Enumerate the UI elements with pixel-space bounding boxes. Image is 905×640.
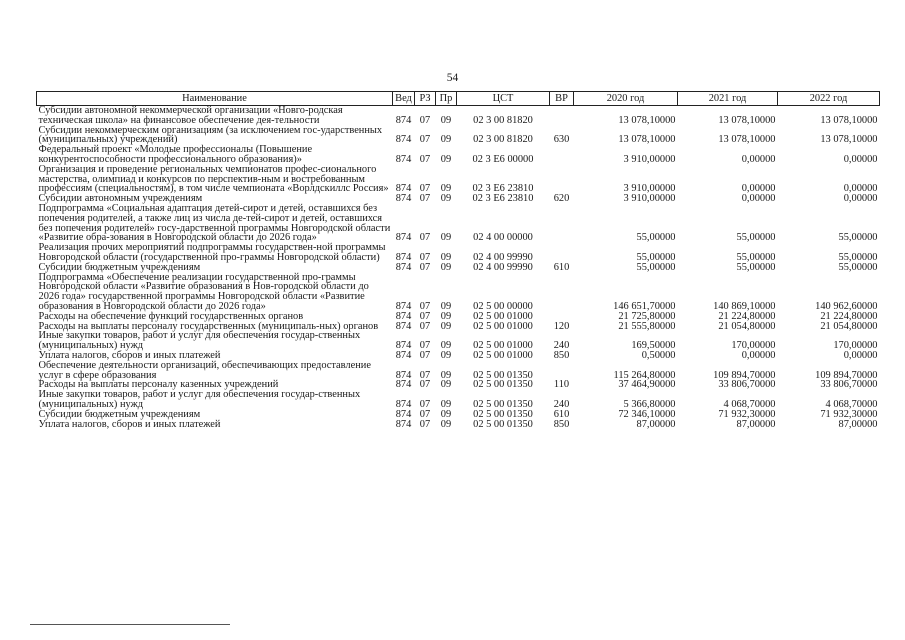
- cell-pr: 09: [440, 300, 452, 312]
- cell-y2021: 33 806,70000: [718, 379, 776, 391]
- cell-rz: 07: [419, 320, 431, 332]
- cell-name: Уплата налогов, сборов и иных платежей: [38, 349, 221, 361]
- cell-pr: 09: [440, 114, 452, 126]
- cell-pr: 09: [440, 261, 452, 273]
- cell-name: Реализация прочих мероприятий подпрограммы государствен-ной программы Новгородской области (государственной про-граммы Новгородской области): [38, 242, 386, 263]
- cell-y2022: 55,00000: [838, 251, 878, 263]
- cell-cst: 02 4 00 99990: [473, 251, 533, 263]
- cell-name: Субсидии бюджетным учреждениям: [38, 408, 201, 420]
- cell-y2020: 0,50000: [641, 349, 676, 361]
- cell-y2022: 55,00000: [838, 232, 878, 244]
- cell-vr: 630: [553, 134, 570, 146]
- cell-y2020: 37 464,90000: [618, 379, 676, 391]
- cell-name: Субсидии автономным учреждениям: [38, 193, 203, 205]
- cell-y2020: 3 910,00000: [623, 183, 676, 195]
- cell-rz: 07: [419, 300, 431, 312]
- cell-name: Субсидии некоммерческим организациям (за исключением гос-ударственных (муниципальных) учреждений): [38, 124, 383, 146]
- cell-vr: 240: [553, 398, 570, 410]
- cell-rz: 07: [419, 183, 431, 195]
- cell-ved: 874: [395, 251, 412, 263]
- cell-ved: 874: [395, 340, 412, 352]
- cell-y2022: 4 068,70000: [825, 398, 878, 410]
- cell-pr: 09: [440, 349, 452, 361]
- cell-y2022: 71 932,30000: [820, 408, 878, 420]
- cell-y2021: 87,00000: [736, 418, 776, 430]
- cell-pr: 09: [440, 183, 452, 195]
- cell-vr: [550, 106, 574, 126]
- cell-name: Подпрограмма «Социальная адаптация детей-сирот и детей, оставшихся без попечения родителей, а также лиц из числа де-тей-сирот и детей, оставшихся без попечения родителей» госу-дарственной программы Новгородской области «Развитие обра-зования в Новгородской области до 2026 года»: [38, 202, 391, 244]
- cell-ved: 874: [395, 232, 412, 244]
- cell-y2022: 13 078,10000: [820, 134, 878, 146]
- table-row: [37, 106, 880, 126]
- cell-y2021: 170,00000: [731, 340, 776, 352]
- cell-ved: 874: [395, 153, 412, 165]
- header-2022: 2022 год: [778, 92, 880, 106]
- cell-y2022: 21 224,80000: [820, 310, 878, 322]
- cell-ved: 874: [395, 349, 412, 361]
- page-number: 54: [446, 72, 459, 84]
- cell-rz: 07: [419, 349, 431, 361]
- cell-cst: 02 5 00 01000: [473, 340, 533, 352]
- cell-ved: 874: [395, 320, 412, 332]
- cell-pr: 09: [440, 153, 452, 165]
- table-row: [37, 273, 880, 312]
- cell-name: Иные закупки товаров, работ и услуг для обеспечения государ-ственных (муниципальных) нужд: [38, 330, 361, 352]
- cell-vr: [550, 361, 574, 381]
- cell-y2021: 55,00000: [736, 261, 776, 273]
- table-row: [37, 204, 880, 243]
- table-row: [37, 361, 880, 381]
- cell-rz: 07: [419, 379, 431, 391]
- header-vr: ВР: [550, 92, 574, 106]
- header-cst: ЦСТ: [457, 92, 550, 106]
- cell-pr: 09: [440, 340, 452, 352]
- cell-pr: 09: [440, 379, 452, 391]
- cell-y2020: 21 555,80000: [618, 320, 676, 332]
- cell-y2022: 140 962,60000: [815, 300, 878, 312]
- cell-vr: 110: [553, 379, 570, 391]
- cell-y2022: 0,00000: [843, 153, 878, 165]
- cell-y2022: 170,00000: [833, 340, 878, 352]
- cell-y2020: 55,00000: [636, 232, 676, 244]
- table-row: [37, 331, 880, 351]
- cell-rz: 07: [419, 408, 431, 420]
- cell-vr: [550, 243, 574, 263]
- cell-cst: 02 3 E6 00000: [472, 153, 534, 165]
- cell-ved: 874: [395, 300, 412, 312]
- cell-y2020: 55,00000: [636, 251, 676, 263]
- table-row: [37, 145, 880, 165]
- cell-ved: 874: [395, 369, 412, 381]
- cell-pr: 09: [440, 193, 452, 205]
- cell-pr: 09: [440, 418, 452, 430]
- cell-ved: 874: [395, 408, 412, 420]
- cell-name: Субсидии автономной некоммерческой организации «Новго-родская техническая школа» на финансовое обеспечение дея-тельности: [38, 105, 343, 126]
- cell-y2020: 13 078,10000: [618, 134, 676, 146]
- cell-y2021: 13 078,10000: [718, 114, 776, 126]
- cell-name: Подпрограмма «Обеспечение реализации государственной про-граммы Новгородской области «Развитие образования в Нов-городской области до 2026 года» государственной программы Новгородской области «Развитие образования в Новгородской области до 2026 года»: [38, 271, 369, 312]
- cell-y2022: 0,00000: [843, 349, 878, 361]
- cell-ved: 874: [395, 134, 412, 146]
- cell-y2022: 0,00000: [843, 193, 878, 205]
- cell-vr: 850: [553, 349, 570, 361]
- cell-y2022: 55,00000: [838, 261, 878, 273]
- cell-y2021: 140 869,10000: [713, 300, 776, 312]
- cell-rz: 07: [419, 114, 431, 126]
- cell-y2020: 87,00000: [636, 418, 676, 430]
- cell-cst: 02 3 00 81820: [473, 134, 533, 146]
- footer-rule: [30, 624, 230, 625]
- cell-pr: 09: [440, 251, 452, 263]
- cell-pr: 09: [440, 134, 452, 146]
- cell-vr: 610: [553, 408, 570, 420]
- cell-pr: 09: [440, 232, 452, 244]
- cell-vr: [550, 273, 574, 312]
- cell-ved: 874: [395, 398, 412, 410]
- header-rz: РЗ: [415, 92, 436, 106]
- cell-ved: 874: [395, 183, 412, 195]
- cell-y2021: 55,00000: [736, 251, 776, 263]
- cell-rz: 07: [419, 310, 431, 322]
- cell-name: Расходы на выплаты персоналу казенных учреждений: [38, 379, 279, 391]
- cell-y2021: 0,00000: [741, 193, 776, 205]
- header-row: [37, 92, 880, 106]
- cell-vr: 120: [553, 320, 570, 332]
- cell-name: Уплата налогов, сборов и иных платежей: [38, 418, 221, 430]
- cell-name: Обеспечение деятельности организаций, обеспечивающих предоставление услуг в сфере образования: [38, 359, 371, 381]
- table-row: [37, 126, 880, 146]
- cell-y2021: 55,00000: [736, 232, 776, 244]
- cell-y2022: 13 078,10000: [820, 114, 878, 126]
- header-name: Наименование: [37, 92, 393, 106]
- cell-y2020: 55,00000: [636, 261, 676, 273]
- cell-name: Субсидии бюджетным учреждениям: [38, 261, 201, 273]
- cell-name: Федеральный проект «Молодые профессионалы (Повышение конкурентоспособности профессионального образования)»: [38, 144, 313, 165]
- cell-y2021: 21 054,80000: [718, 320, 776, 332]
- cell-vr: [550, 145, 574, 165]
- cell-cst: 02 4 00 00000: [473, 232, 533, 244]
- table-row: [37, 243, 880, 263]
- cell-rz: 07: [419, 134, 431, 146]
- cell-rz: 07: [419, 398, 431, 410]
- cell-vr: [550, 165, 574, 194]
- cell-y2021: 13 078,10000: [718, 134, 776, 146]
- cell-vr: 610: [553, 261, 570, 273]
- cell-rz: 07: [419, 261, 431, 273]
- header-pr: Пр: [436, 92, 457, 106]
- cell-y2020: 21 725,80000: [618, 310, 676, 322]
- cell-rz: 07: [419, 153, 431, 165]
- cell-vr: 850: [553, 418, 570, 430]
- cell-vr: [550, 204, 574, 243]
- cell-ved: 874: [395, 193, 412, 205]
- cell-y2020: 169,50000: [631, 340, 676, 352]
- cell-y2020: 3 910,00000: [623, 153, 676, 165]
- cell-y2020: 115 264,80000: [613, 369, 676, 381]
- cell-pr: 09: [440, 369, 452, 381]
- cell-y2021: 0,00000: [741, 183, 776, 195]
- cell-ved: 874: [395, 418, 412, 430]
- cell-y2020: 3 910,00000: [623, 193, 676, 205]
- cell-name: Расходы на обеспечение функций государственных органов: [38, 310, 304, 322]
- cell-rz: 07: [419, 251, 431, 263]
- cell-y2021: 0,00000: [741, 153, 776, 165]
- cell-cst: 02 5 00 01350: [473, 408, 533, 420]
- cell-y2020: 72 346,10000: [618, 408, 676, 420]
- cell-cst: 02 3 00 81820: [473, 114, 533, 126]
- cell-cst: 02 5 00 01350: [473, 418, 533, 430]
- cell-y2022: 109 894,70000: [815, 369, 878, 381]
- cell-cst: 02 5 00 01000: [473, 349, 533, 361]
- cell-pr: 09: [440, 398, 452, 410]
- cell-cst: 02 3 E6 23810: [472, 193, 534, 205]
- cell-cst: 02 5 00 01350: [473, 398, 533, 410]
- cell-cst: 02 5 00 01350: [473, 379, 533, 391]
- cell-cst: 02 5 00 00000: [473, 300, 533, 312]
- cell-name: Организация и проведение региональных чемпионатов профес-сионального мастерства, олимпиад и конкурсов по перспектив-ным и востребованным профессиям (специальностям), в том числе чемпионата «Ворлдскиллс Россия»: [38, 163, 389, 195]
- cell-ved: 874: [395, 310, 412, 322]
- cell-y2022: 87,00000: [838, 418, 878, 430]
- header-2021: 2021 год: [678, 92, 778, 106]
- cell-cst: 02 5 00 01000: [473, 320, 533, 332]
- cell-y2021: 109 894,70000: [713, 369, 776, 381]
- cell-rz: 07: [419, 232, 431, 244]
- cell-y2021: 71 932,30000: [718, 408, 776, 420]
- table-body: [37, 106, 880, 430]
- cell-pr: 09: [440, 310, 452, 322]
- cell-ved: 874: [395, 114, 412, 126]
- cell-y2020: 13 078,10000: [618, 114, 676, 126]
- table-row: [37, 165, 880, 194]
- cell-rz: 07: [419, 193, 431, 205]
- cell-pr: 09: [440, 320, 452, 332]
- cell-rz: 07: [419, 369, 431, 381]
- cell-ved: 874: [395, 261, 412, 273]
- cell-y2021: 0,00000: [741, 349, 776, 361]
- cell-vr: 240: [553, 340, 570, 352]
- cell-y2020: 5 366,80000: [623, 398, 676, 410]
- table-row: [37, 420, 880, 430]
- cell-name: Расходы на выплаты персоналу государственных (муниципаль-ных) органов: [38, 320, 379, 332]
- budget-table: [36, 91, 880, 429]
- cell-y2022: 0,00000: [843, 183, 878, 195]
- cell-rz: 07: [419, 418, 431, 430]
- cell-cst: 02 4 00 99990: [473, 261, 533, 273]
- table-row: [37, 390, 880, 410]
- cell-y2021: 4 068,70000: [723, 398, 776, 410]
- cell-y2021: 21 224,80000: [718, 310, 776, 322]
- cell-ved: 874: [395, 379, 412, 391]
- header-ved: Вед: [393, 92, 415, 106]
- header-2020: 2020 год: [574, 92, 678, 106]
- cell-y2022: 21 054,80000: [820, 320, 878, 332]
- cell-cst: 02 5 00 01000: [473, 310, 533, 322]
- cell-cst: 02 3 E6 23810: [472, 183, 534, 195]
- cell-name: Иные закупки товаров, работ и услуг для обеспечения государ-ственных (муниципальных) нужд: [38, 389, 361, 410]
- cell-cst: 02 5 00 01350: [473, 369, 533, 381]
- cell-y2022: 33 806,70000: [820, 379, 878, 391]
- cell-y2020: 146 651,70000: [613, 300, 676, 312]
- cell-pr: 09: [440, 408, 452, 420]
- cell-rz: 07: [419, 340, 431, 352]
- cell-vr: 620: [553, 193, 570, 205]
